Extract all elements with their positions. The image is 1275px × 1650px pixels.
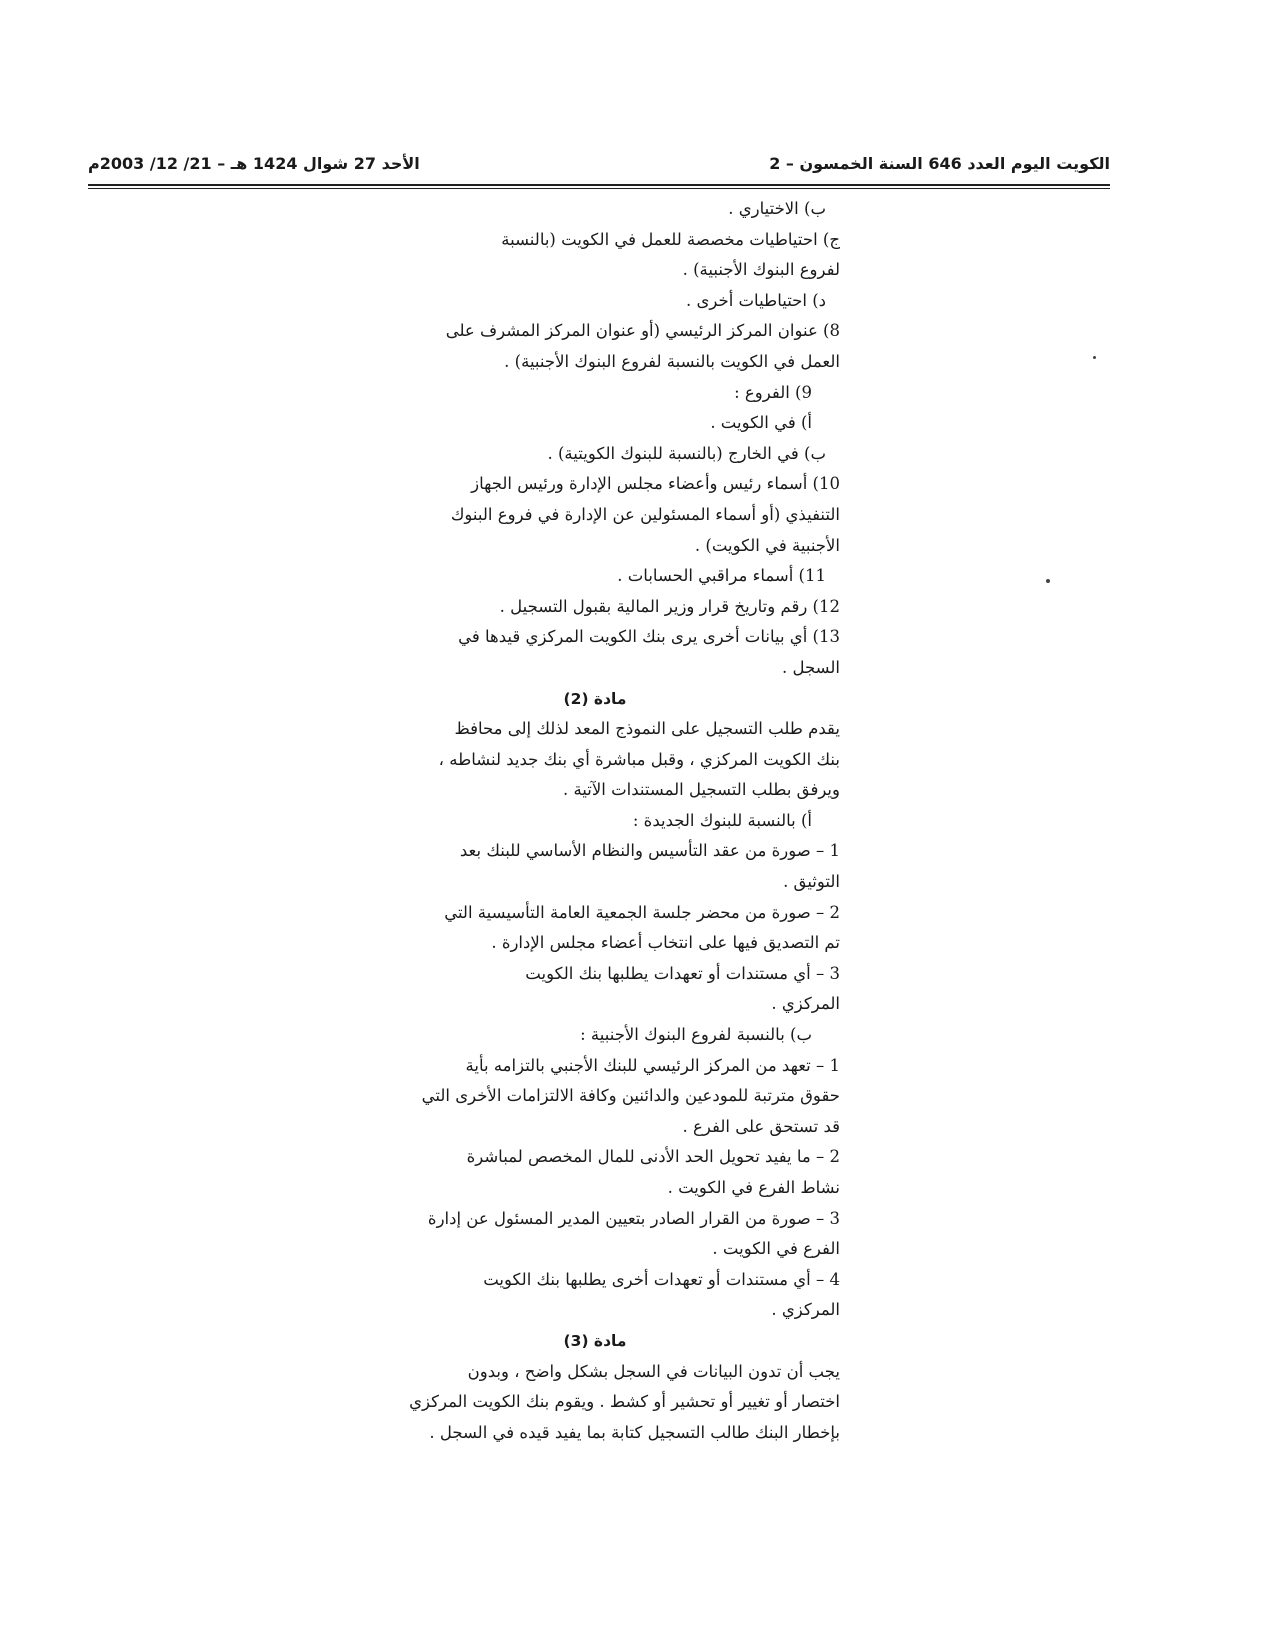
text-line: ب) الاختياري .: [728, 199, 826, 218]
text-line: يقدم طلب التسجيل على النموذج المعد لذلك إلى محافظ: [454, 719, 840, 739]
text-line: حقوق مترتبة للمودعين والدائنين وكافة الالتزامات الأخرى التي: [421, 1086, 840, 1106]
text-line: ب) بالنسبة لفروع البنوك الأجنبية :: [580, 1025, 812, 1045]
text-line: 8) عنوان المركز الرئيسي (أو عنوان المركز المشرف على: [445, 321, 840, 341]
text-line: قد تستحق على الفرع .: [682, 1116, 840, 1136]
text-line: بإخطار البنك طالب التسجيل كتابة بما يفيد قيده في السجل .: [429, 1422, 840, 1442]
text-line: 4 – أي مستندات أو تعهدات أخرى يطلبها بنك الكويت: [483, 1269, 840, 1289]
scan-speck: [1093, 356, 1096, 359]
text-line: ج) احتياطيات مخصصة للعمل في الكويت (بالنسبة: [501, 229, 840, 249]
document-body: [350, 194, 840, 1448]
text-line: المركزي .: [771, 994, 840, 1014]
header-date: الأحد 27 شوال 1424 هـ – 21/ 12/ 2003م: [88, 154, 420, 173]
text-line: 13) أي بيانات أخرى يرى بنك الكويت المركزي قيدها في: [458, 627, 840, 647]
text-line: 10) أسماء رئيس وأعضاء مجلس الإدارة ورئيس الجهاز: [471, 474, 840, 494]
text-line: التوثيق .: [783, 872, 840, 892]
text-line: 11) أسماء مراقبي الحسابات .: [617, 566, 826, 586]
text-line: الفرع في الكويت .: [712, 1239, 840, 1259]
header-rule: [88, 184, 1110, 189]
text-line: يجب أن تدون البيانات في السجل بشكل واضح ، وبدون: [467, 1361, 840, 1381]
text-line: 12) رقم وتاريخ قرار وزير المالية بقبول التسجيل .: [499, 596, 840, 616]
header-issue-info: الكويت اليوم العدد 646 السنة الخمسون – 2: [769, 154, 1110, 173]
article-heading: مادة (2): [563, 689, 627, 708]
text-line: أ) بالنسبة للبنوك الجديدة :: [632, 810, 812, 830]
text-line: اختصار أو تغيير أو تحشير أو كشط . ويقوم بنك الكويت المركزي: [409, 1392, 840, 1412]
text-line: المركزي .: [771, 1300, 840, 1320]
scan-speck: [1046, 579, 1050, 583]
text-line: 1 – تعهد من المركز الرئيسي للبنك الأجنبي بالتزامه بأية: [465, 1055, 840, 1075]
text-line: التنفيذي (أو أسماء المسئولين عن الإدارة في فروع البنوك: [450, 504, 840, 524]
text-line: ب) في الخارج (بالنسبة للبنوك الكويتية) .: [547, 443, 826, 463]
text-line: تم التصديق فيها على انتخاب أعضاء مجلس الإدارة .: [491, 933, 840, 953]
text-line: 1 – صورة من عقد التأسيس والنظام الأساسي للبنك بعد: [459, 841, 840, 861]
page-header: [88, 150, 1110, 180]
text-line: 3 – صورة من القرار الصادر بتعيين المدير المسئول عن إدارة: [427, 1208, 840, 1228]
text-line: د) احتياطيات أخرى .: [685, 290, 826, 310]
text-line: لفروع البنوك الأجنبية) .: [682, 260, 840, 280]
text-line: بنك الكويت المركزي ، وقبل مباشرة أي بنك جديد لنشاطه ،: [438, 749, 840, 769]
text-line: 2 – ما يفيد تحويل الحد الأدنى للمال المخصص لمباشرة: [466, 1147, 840, 1167]
text-line: 9) الفروع :: [734, 382, 812, 402]
text-line: 2 – صورة من محضر جلسة الجمعية العامة التأسيسية التي: [444, 902, 840, 922]
text-line: السجل .: [782, 657, 840, 677]
text-line: نشاط الفرع في الكويت .: [667, 1178, 840, 1197]
text-line: ويرفق بطلب التسجيل المستندات الآتية .: [562, 780, 840, 800]
text-line: أ) في الكويت .: [710, 413, 812, 433]
text-line: 3 – أي مستندات أو تعهدات يطلبها بنك الكويت: [525, 963, 840, 983]
text-line: الأجنبية في الكويت) .: [694, 535, 840, 555]
text-line: العمل في الكويت بالنسبة لفروع البنوك الأجنبية) .: [504, 351, 840, 371]
article-heading: مادة (3): [563, 1331, 627, 1350]
